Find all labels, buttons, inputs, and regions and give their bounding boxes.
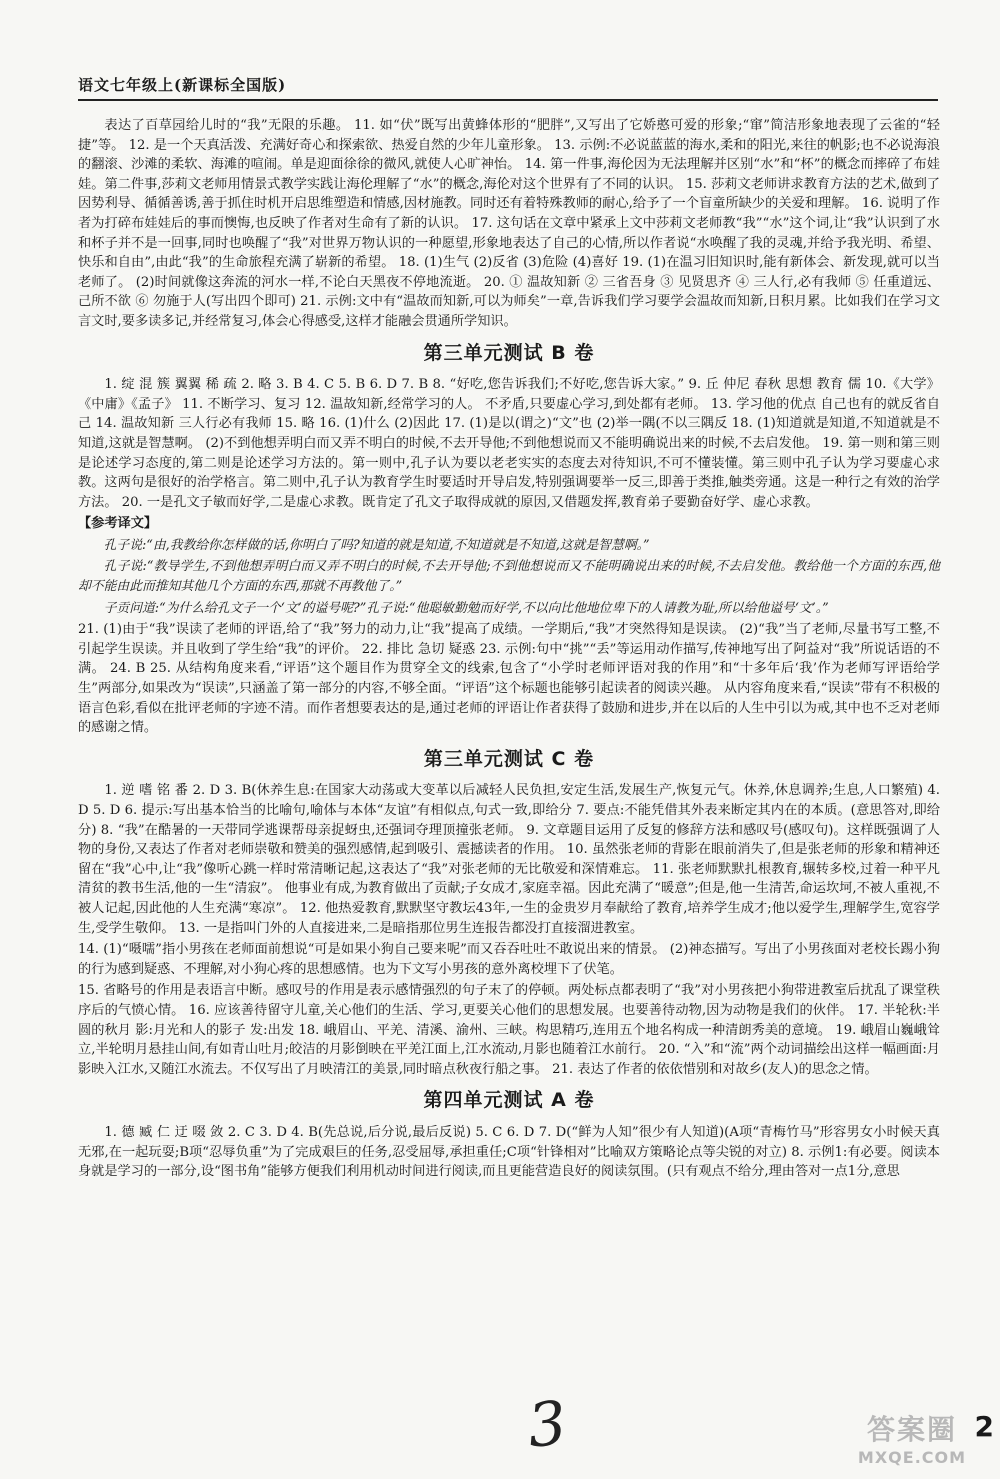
section-3c-answers: 1. 逆 嗜 铭 番 2. D 3. B(休养生息:在国家大动荡或大变革以后减轻人民负担,安定生活,发展生产,恢复元气。休养,休息调养;生息,人口繁殖) 4. D 5. D 6. 提示:写出基本恰当的比喻句,喻体与本体“友谊”有相似点,句式一致,即给分 7. 要点:不能凭借其外表来断定其内在的本质。(意思答对,即给分) 8. “我”在酷暑的一天带同学逃课帮母亲捉蚜虫,还强词夺理顶撞张老师。 9. 文章题目运用了反复的修辞方法和感叹号(感叹句)。这样既强调了人物的身份,又表达了作者对老师崇敬和赞美的强烈感情,起到吸引、震撼读者的作用。 10. 虽然张老师的背影在眼前消失了,但是张老师的形象和精神还留在“我”心中,让“我”像听心跳一样时常清晰记起,这表达了“我”对张老师的无比敬爱和深情难忘。 11. 张老师默默扎根教育,辗转多校,过着一种平凡清贫的教书生活,他的一生“清寂”。 他事业有成,为教育做出了贡献;子女成才,家庭幸福。因此充满了“暖意”;但是,他一生清苦,命运坎坷,不被人重视,不被人记起,因此他的人生充满“寒凉”。 12. 他热爱教育,默默坚守教坛43年,一生的金贵岁月奉献给了教育,培养学生成才;他以爱学生,理解学生,宽容学生,受学生敬仰。 13. 一是指叫门外的人直接进来,二是暗指那位男生连报告都没打直接溜进教室。 — [78, 783, 940, 936]
answer-content — [78, 116, 940, 1184]
section-3b-answers-cont: 21. (1)由于“我”误读了老师的评语,给了“我”努力的动力,让“我”提高了成绩。一学期后,“我”才突然得知是误读。 (2)“我”当了老师,尽量书写工整,不引起学生误读。并且收到了学生给“我”的评价。 22. 排比 急切 疑惑 23. 示例:句中“挑”“丢”等运用动作描写,传神地写出了阿益对“我”所说话语的不满。 24. B 25. 从结构角度来看,“评语”这个题目作为贯穿全文的线索,包含了“小学时老师评语对我的作用”和“十多年后‘我’作为老师写评语给学生”两部分,如果改为“误读”,只涵盖了第一部分的内容,不够全面。“评语”这个标题也能够引起读者的阅读兴趣。 从内容角度来看,“误读”带有不积极的语言色彩,看似在批评老师的字迹不清。而作者想要表达的是,通过老师的评语让作者获得了鼓励和进步,并在以后的人生中引以为戒,其中也不乏对老师的感谢之情。 — [78, 622, 940, 736]
page-header: 语文七年级上(新课标全国版) — [78, 74, 938, 101]
watermark-sub-text: MXQE.COM — [857, 1448, 967, 1467]
handwritten-page-number: 3 — [524, 1388, 570, 1462]
watermark-logo — [852, 1408, 972, 1478]
translation-line: 子贡问道:“为什么给孔文子一个‘文’的谥号呢?”孔子说:“他聪敏勤勉而好学,不以向比他地位卑下的人请教为耻,所以给他谥号‘文’。” — [103, 600, 829, 616]
translation-line: 孔子说:“由,我教给你怎样做的话,你明白了吗?知道的就是知道,不知道就是不知道,这就是智慧啊。” — [103, 537, 650, 553]
watermark-main-text: 答案圈 — [866, 1413, 957, 1446]
reference-translation-title: 【参考译文】 — [78, 516, 158, 532]
section-4a-answers: 1. 德 臧 仁 迂 啜 敛 2. C 3. D 4. B(先总说,后分说,最后反说) 5. C 6. D 7. D(“鲜为人知”很少有人知道)(A项“青梅竹马”形容男女小时候天真无邪,在一起玩耍;B项“忍辱负重”为了完成艰巨的任务,忍受屈辱,承担重任;C项“针锋相对”比喻双方策略论点等尖锐的对立) 8. 示例1:有必要。阅读本身就是学习的一部分,设“图书角”能够方便我们利用机动时间进行阅读,而且更能营造良好的阅读氛围。(只有观点不给分,理由答对一点1分,意思 — [78, 1124, 940, 1180]
corner-page-number: 2 — [974, 1410, 994, 1443]
section-3b-answers: 1. 绽 混 簇 翼翼 稀 疏 2. 略 3. B 4. C 5. B 6. D 7. B 8. “好吃,您告诉我们;不好吃,您告诉大家。” 9. 丘 仲尼 春秋 思想 教育 儒 10.《大学》《中庸》《孟子》 11. 不断学习、复习 12. 温故知新,经常学习的人。 不矛盾,只要虚心学习,到处都有老师。 13. 学习他的优点 自己也有的就反省自己 14. 温故知新 三人行必有我师 15. 略 16. (1)什么 (2)因此 17. (1)是以(谓之)“文”也 (2)举一隅(不以三隅反 18. (1)知道就是知道,不知道就是不知道,这就是智慧啊。 (2)不到他想弄明白而又弄不明白的时候,不去开导他;不到他想说而又不能明确说出来的时候,不去启发他。 19. 第一则和第三则是论述学习态度的,第二则是论述学习方法的。第一则中,孔子认为要以老老实实的态度去对待知识,不可不懂装懂。第三则中孔子认为学习要虚心求教。这两句是很好的治学格言。第二则中,孔子认为教育学生时要适时开导启发,特别强调要举一反三,即善于类推,触类旁通。这是一种行之有效的治学方法。 20. 一是孔文子敏而好学,二是虚心求教。既肯定了孔文子取得成就的原因,又借题发挥,教育弟子要勤奋好学、虚心求教。 — [78, 377, 940, 510]
section-title-3c: 第三单元测试 C 卷 — [423, 747, 595, 770]
section-title-3b: 第三单元测试 B 卷 — [423, 341, 595, 364]
section-3c-answers: 15. 省略号的作用是表语言中断。感叹号的作用是表示感情强烈的句子末了的停顿。两处标点都表明了“我”对小男孩把小狗带进教室后扰乱了课堂秩序后的气愤心情。 16. 应该善待留守儿童,关心他们的生活、学习,更要关心他们的思想发展。也要善待动物,因为动物是我们的伙伴。 17. 半轮秋:半圆的秋月 影:月光和人的影子 发:出发 18. 峨眉山、平羌、清溪、渝州、三峡。构思精巧,连用五个地名构成一种清朗秀美的意境。 19. 峨眉山巍峨耸立,半轮明月悬挂山间,有如青山吐月;皎洁的月影倒映在平羌江面上,江水流动,月影也随着江水前行。 20. “入”和“流”两个动词描绘出这样一幅画面:月影映入江水,又随江水流去。不仅写出了月映清江的美景,同时暗点秋夜行船之事。 21. 表达了作者的依依惜别和对故乡(友人)的思念之情。 — [78, 983, 940, 1077]
translation-line: 孔子说:“教导学生,不到他想弄明白而又弄不明白的时候,不去开导他;不到他想说而又不能明确说出来的时候,不去启发他。教给他一个方面的东西,他却不能由此而推知其他几个方面的东西,那就不再教他了。” — [78, 559, 940, 595]
prev-section-paragraph: 表达了百草园给儿时的“我”无限的乐趣。 11. 如“伏”既写出黄蜂体形的“肥胖”,又写出了它娇憨可爱的形象;“窜”简洁形象地表现了云雀的“轻捷”等。 12. 是一个天真活泼、充满好奇心和探索欲、热爱自然的少年儿童形象。 13. 示例:不必说蓝蓝的海水,柔和的阳光,来往的帆影;也不必说海浪的翻滚、沙滩的柔软、海滩的喧闹。单是迎面徐徐的微风,就使人心旷神怡。 14. 第一件事,海伦因为无法理解并区别“水”和“杯”的概念而摔碎了布娃娃。第二件事,莎莉文老师用情景式教学实践让海伦理解了“水”的概念,海伦对这个世界有了不同的认识。 15. 莎莉文老师讲求教育方法的艺术,做到了因势利导、循循善诱,善于抓住时机开启思维塑造和情感,因材施教。同时还有着特殊教师的耐心,给予了一个盲童所缺少的关爱和理解。 16. 说明了作者为打碎布娃娃后的事而懊悔,也反映了作者对生命有了新的认识。 17. 这句话在文章中紧承上文中莎莉文老师教“我”“水”这个词,让“我”认识到了水和杯子并不是一回事,同时也唤醒了“我”对世界万物认识的一种愿望,形象地表达了自己的心情,所以作者说“水唤醒了我的灵魂,并给予我光明、希望、快乐和自由”,由此“我”的生命旅程充满了崭新的希望。 18. (1)生气 (2)反省 (3)危险 (4)喜好 19. (1)在温习旧知识时,能有新体会、新发现,就可以当老师了。 (2)时间就像这奔流的河水一样,不论白天黑夜不停地流逝。 20. ① 温故知新 ② 三省吾身 ③ 见贤思齐 ④ 三人行,必有我师 ⑤ 任重道远、己所不欲 ⑥ 勿施于人(写出四个即可) 21. 示例:文中有“温故而知新,可以为师矣”一章,告诉我们学习要学会温故而知新,日积月累。比如我们在学习文言文时,要多读多记,并经常复习,体会心得感受,这样才能融会贯通所学知识。 — [78, 118, 940, 329]
section-title-4a: 第四单元测试 A 卷 — [423, 1089, 595, 1112]
section-3c-answers: 14. (1)“嗫嚅”指小男孩在老师面前想说“可是如果小狗自己要来呢”而又吞吞吐吐不敢说出来的情景。 (2)神态描写。写出了小男孩面对老校长踢小狗的行为感到疑惑、不理解,对小狗心疼的思想感情。也为下文写小男孩的意外离校埋下了伏笔。 — [78, 942, 940, 977]
